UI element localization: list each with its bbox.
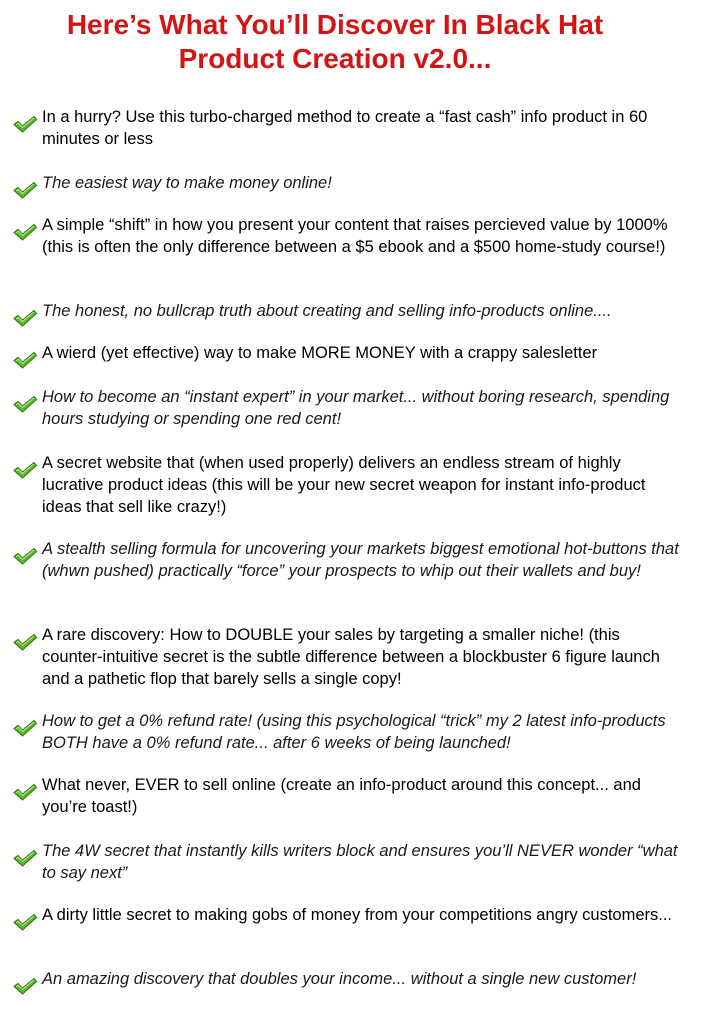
benefit-text: The easiest way to make money online! bbox=[42, 174, 332, 192]
benefit-text: The 4W secret that instantly kills writers block and ensures you’ll NEVER wonder “what to say next” bbox=[42, 842, 678, 882]
checkmark-icon bbox=[12, 350, 38, 370]
benefit-text: A secret website that (when used properly) delivers an endless stream of highly lucrative product ideas (this will be your new secret weapon for instant info-product ideas that sell like crazy!) bbox=[42, 454, 646, 516]
checkmark-icon bbox=[12, 308, 38, 328]
checkmark-icon bbox=[12, 460, 38, 480]
checkmark-icon bbox=[12, 114, 38, 134]
checkmark-icon bbox=[12, 180, 38, 200]
benefit-text: A dirty little secret to making gobs of money from your competitions angry customers... bbox=[42, 906, 673, 924]
page-headline bbox=[0, 8, 670, 76]
benefit-text: In a hurry? Use this turbo-charged method to create a “fast cash” info product in 60 minutes or less bbox=[42, 108, 648, 148]
checkmark-icon bbox=[12, 546, 38, 566]
benefit-text: A rare discovery: How to DOUBLE your sales by targeting a smaller niche! (this counter-intuitive secret is the subtle difference between a blockbuster 6 figure launch and a pathetic flop that barely sells a single copy! bbox=[42, 626, 660, 688]
checkmark-icon bbox=[12, 912, 38, 932]
checkmark-icon bbox=[12, 632, 38, 652]
checkmark-icon bbox=[12, 718, 38, 738]
checkmark-icon bbox=[12, 976, 38, 996]
benefit-text: A stealth selling formula for uncovering your markets biggest emotional hot-buttons that (whwn pushed) practically “force” your prospects to whip out their wallets and buy! bbox=[42, 540, 679, 580]
benefit-text: A wierd (yet effective) way to make MORE MONEY with a crappy salesletter bbox=[42, 344, 598, 362]
benefit-text: What never, EVER to sell online (create an info-product around this concept... and you’re toast!) bbox=[42, 776, 641, 816]
checkmark-icon bbox=[12, 782, 38, 802]
checkmark-icon bbox=[12, 222, 38, 242]
checkmark-icon bbox=[12, 848, 38, 868]
benefit-text: A simple “shift” in how you present your content that raises percieved value by 1000% (this is often the only difference between a $5 ebook and a $500 home-study course!) bbox=[42, 216, 668, 256]
benefit-text: An amazing discovery that doubles your income... without a single new customer! bbox=[42, 970, 637, 988]
benefit-text: The honest, no bullcrap truth about creating and selling info-products online.... bbox=[42, 302, 612, 320]
benefit-text: How to become an “instant expert” in your market... without boring research, spending hours studying or spending one red cent! bbox=[42, 388, 670, 428]
benefit-text: How to get a 0% refund rate! (using this psychological “trick” my 2 latest info-products BOTH have a 0% refund rate... after 6 weeks of being launched! bbox=[42, 712, 666, 752]
headline-line-1: Here’s What You’ll Discover In Black Hat bbox=[66, 9, 604, 40]
headline-line-2: Product Creation v2.0... bbox=[178, 43, 492, 74]
checkmark-icon bbox=[12, 394, 38, 414]
